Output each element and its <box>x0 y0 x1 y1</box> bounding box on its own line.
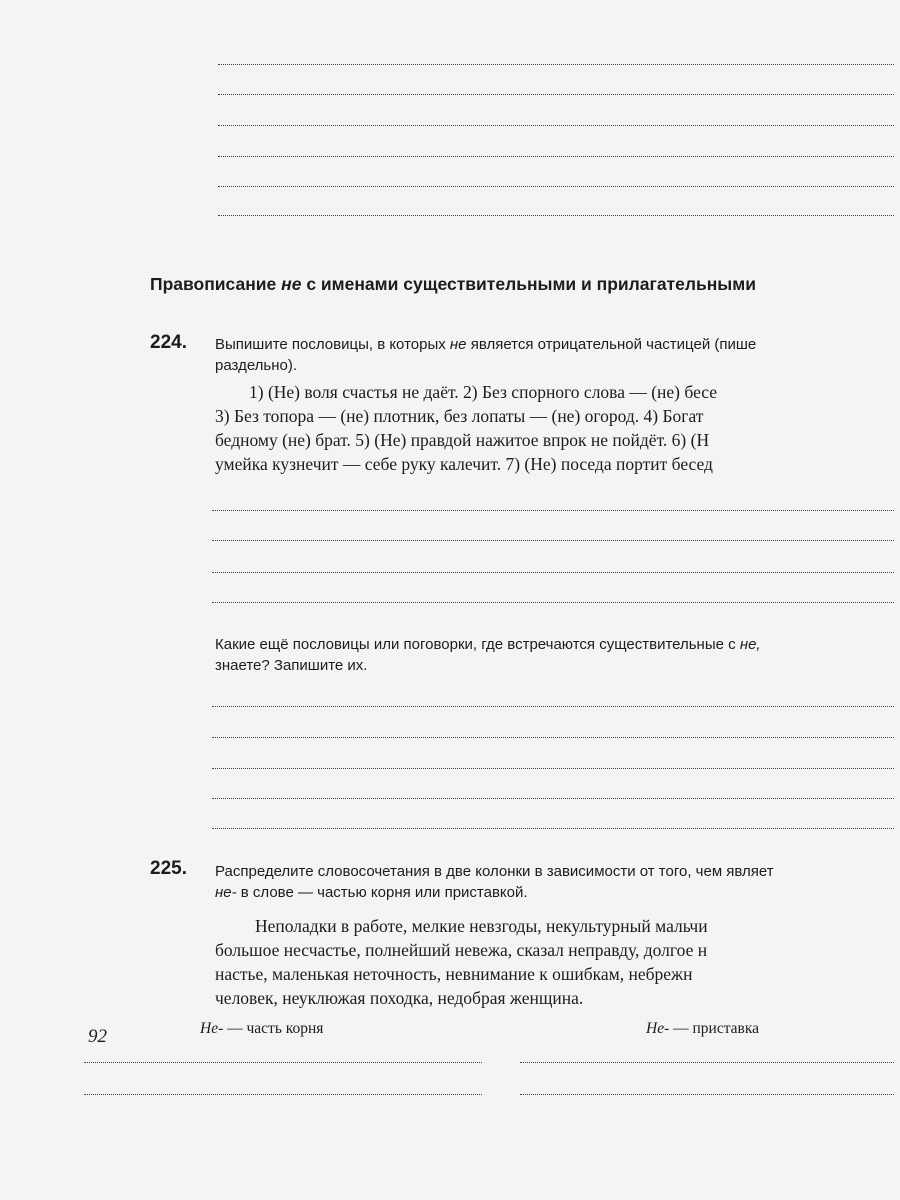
answer-line-left <box>84 1094 482 1095</box>
text-line: Неполадки в работе, мелкие невзгоды, некультурный мальчи <box>255 916 708 936</box>
answer-line <box>218 64 894 65</box>
answer-line <box>212 706 894 707</box>
text-line: умейка кузнечит — себе руку калечит. 7) (Не) поседа портит бесед <box>215 454 713 474</box>
answer-line <box>212 510 894 511</box>
answer-line <box>212 737 894 738</box>
exercise-text <box>215 380 717 476</box>
text-line: человек, неуклюжая походка, недобрая женщина. <box>215 988 584 1008</box>
answer-line <box>212 602 894 603</box>
answer-line <box>218 156 894 157</box>
answer-line-right <box>520 1062 894 1063</box>
answer-line-right <box>520 1094 894 1095</box>
exercise-instruction: Выпишите пословицы, в которых не является отрицательной частицей (пише раздельно). <box>215 336 757 374</box>
answer-line <box>212 540 894 541</box>
answer-line <box>212 828 894 829</box>
answer-line-left <box>84 1062 482 1063</box>
answer-line <box>212 768 894 769</box>
text-line: большое несчастье, полнейший невежа, сказал неправду, долгое н <box>215 940 708 960</box>
text-line: 1) (Не) воля счастья не даёт. 2) Без спорного слова — (не) бесе <box>249 382 718 402</box>
exercise-instruction: Распределите словосочетания в две колонки в зависимости от того, чем являет не- в слове — частью корня или приставкой. <box>215 863 774 901</box>
answer-line <box>212 798 894 799</box>
text-line: бедному (не) брат. 5) (Не) правдой нажитое впрок не пойдёт. 6) (Н <box>215 430 710 450</box>
answer-line <box>218 125 894 126</box>
exercise-number: 225. <box>150 858 187 879</box>
text-line: 3) Без топора — (не) плотник, без лопаты — (не) огород. 4) Богат <box>215 406 704 426</box>
exercise-text <box>215 914 708 1010</box>
section-title-part: Правописание <box>150 274 282 294</box>
page-number: 92 <box>88 1026 107 1047</box>
column-header-prefix: Не- — приставка <box>646 1020 760 1037</box>
section-title <box>150 274 756 295</box>
answer-line <box>218 215 894 216</box>
answer-line <box>218 94 894 95</box>
section-title-part: с именами существительными и прилагательными <box>301 274 756 294</box>
text-line: настье, маленькая неточность, невнимание к ошибкам, небрежн <box>215 964 693 984</box>
followup-instruction: Какие ещё пословицы или поговорки, где встречаются существительные с не, знаете? Запишите их. <box>215 636 761 674</box>
answer-line <box>212 572 894 573</box>
exercise-number: 224. <box>150 332 187 353</box>
section-title-particle: не <box>281 274 302 294</box>
answer-line <box>218 186 894 187</box>
column-header-root: Не- — часть корня <box>200 1020 324 1037</box>
